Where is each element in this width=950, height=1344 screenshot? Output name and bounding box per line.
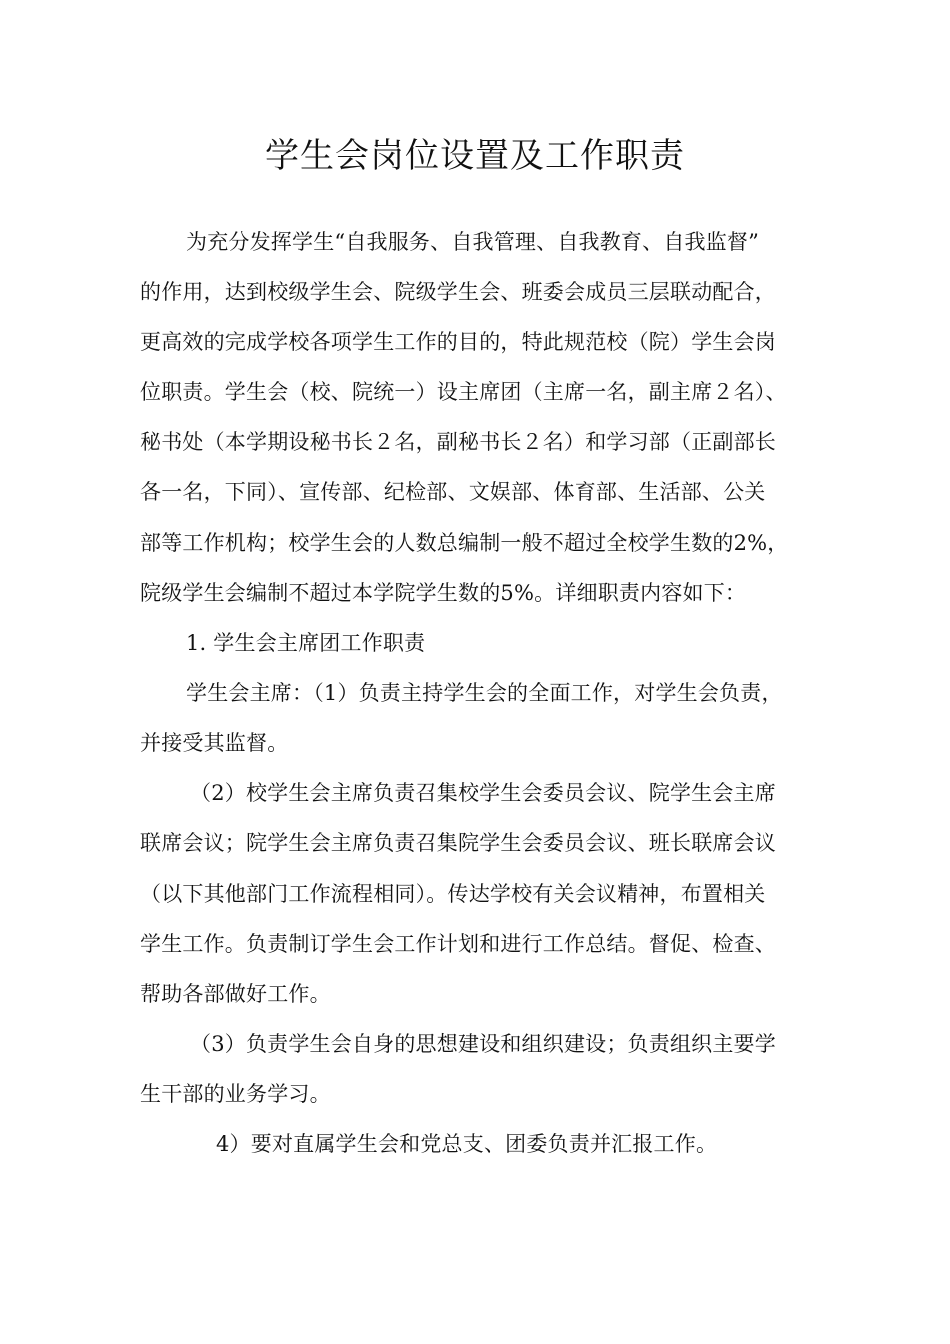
- paragraph-line: （3）负责学生会自身的思想建设和组织建设；负责组织主要学: [190, 1032, 776, 1056]
- paragraph-line: 学生工作。负责制订学生会工作计划和进行工作总结。督促、检查、: [140, 932, 776, 956]
- document-title: 学生会岗位设置及工作职责: [265, 136, 685, 176]
- paragraph-line: 各一名，下同）、宣传部、纪检部、文娱部、体育部、生活部、公关: [140, 480, 766, 504]
- paragraph-line: 位职责。学生会（校、院统一）设主席团（主席一名，副主席２名）、: [140, 380, 787, 404]
- paragraph-line: 为充分发挥学生“自我服务、自我管理、自我教育、自我监督”: [186, 230, 760, 254]
- paragraph-line: （以下其他部门工作流程相同）。传达学校有关会议精神，布置相关: [140, 882, 766, 906]
- paragraph-line: （2）校学生会主席负责召集校学生会委员会议、院学生会主席: [190, 781, 776, 805]
- section-heading: 1. 学生会主席团工作职责: [186, 631, 426, 655]
- paragraph-line: 的作用，达到校级学生会、院级学生会、班委会成员三层联动配合，: [140, 280, 776, 304]
- paragraph-line: 帮助各部做好工作。: [140, 982, 331, 1006]
- paragraph-line: 4）要对直属学生会和党总支、团委负责并汇报工作。: [216, 1132, 718, 1156]
- paragraph-line: 秘书处（本学期设秘书长２名，副秘书长２名）和学习部（正副部长: [140, 430, 776, 454]
- paragraph-line: 部等工作机构；校学生会的人数总编制一般不超过全校学生数的2%，: [140, 531, 789, 555]
- paragraph-line: 并接受其监督。: [140, 731, 289, 755]
- paragraph-line: 院级学生会编制不超过本学院学生数的5%。详细职责内容如下：: [140, 581, 747, 605]
- paragraph-line: 生干部的业务学习。: [140, 1082, 331, 1106]
- paragraph-line: 学生会主席：（1）负责主持学生会的全面工作，对学生会负责，: [186, 681, 783, 705]
- paragraph-line: 更高效的完成学校各项学生工作的目的，特此规范校（院）学生会岗: [140, 330, 776, 354]
- paragraph-line: 联席会议；院学生会主席负责召集院学生会委员会议、班长联席会议: [140, 831, 776, 855]
